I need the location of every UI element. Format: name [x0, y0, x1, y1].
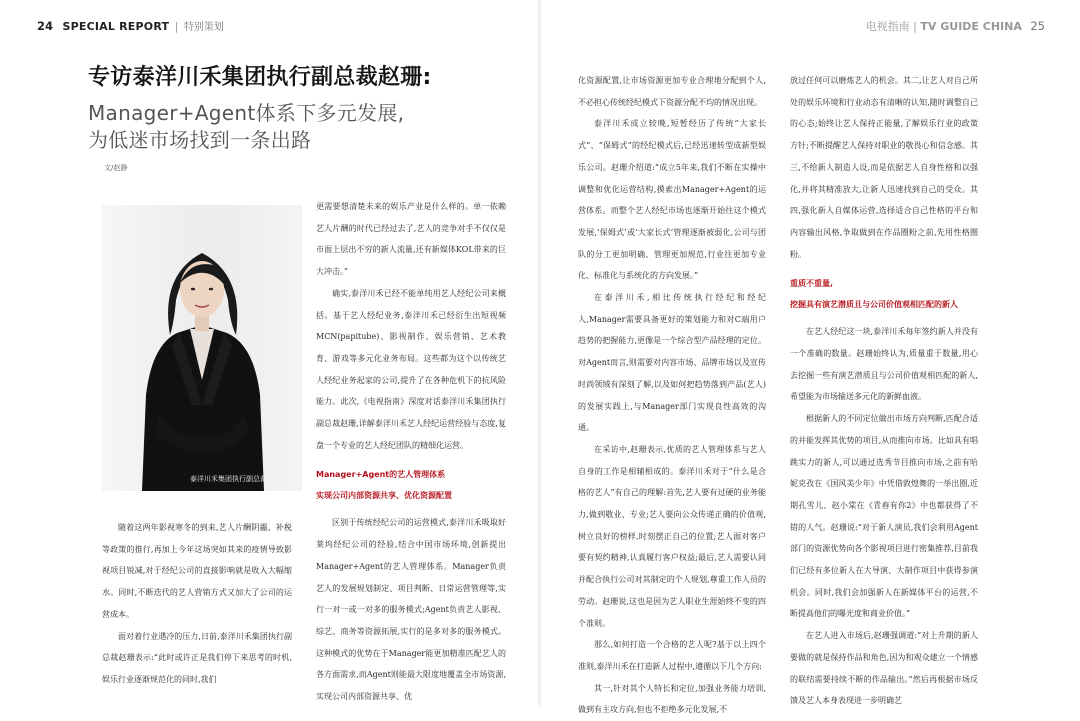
section-subheading: [790, 273, 978, 315]
text-column-4: [790, 70, 978, 712]
center-gutter: [538, 0, 541, 705]
paragraph: 随着这两年影视寒冬的到来,艺人片酬阴霾、补税等政策的推行,再加上今年这场突如其来的疫情导致影视项目锐减,对于经纪公司的直接影响就是收入大幅缩水。同时,不断迭代的艺人营销方式又加大了公司的运营成本。: [102, 523, 292, 619]
brand-en: TV GUIDE CHINA: [920, 20, 1022, 33]
subtitle-line-2: 为低迷市场找到一条出路: [88, 128, 312, 152]
subtitle-line-1: Manager+Agent体系下多元发展,: [88, 101, 405, 125]
section-title-cn: 特别策划: [183, 22, 224, 33]
article-title: 专访泰洋川禾集团执行副总裁赵珊:: [88, 65, 432, 90]
paragraph: 在泰洋川禾,相比传统执行经纪和经纪人,Manager需要具备更好的策划能力和对C端用户趋势的把握能力,更像是一个综合型产品经理的定位。对Agent而言,则需要对内容市场、品牌市场以及宣传时尚领域有深刻了解,以及如何把趋势落到产品(艺人)的发展实践上,与Manager部门实现良性高效的沟通。: [578, 293, 766, 433]
brand-separator: |: [913, 20, 917, 33]
paragraph: 在艺人进入市场后,赵珊强调道:“对上升期的新人要做的就是保持作品和角色,因为和观众建立一个情感的联结需要持续不断的作品输出。”然后再根据市场反馈及艺人本身表现进一步明确艺: [790, 631, 978, 706]
right-page-header: [866, 18, 1045, 34]
paragraph: 根据新人的不同定位做出市场方向判断,匹配合适的并能发挥其优势的项目,从而推向市场。比如具有唱跳实力的新人,可以通过选秀节目推向市场,之前有哈妮克孜在《国风美少年》中凭借敦煌舞的一举出圈,近期孔雪儿、赵小棠在《青春有你2》中也都获得了不错的人气。赵珊说:“对于新人演员,我们会利用Agent部门的资源优势向各个影视项目进行密集推荐,目前我们已经有多位新人在大导演、大制作项目中获得参演机会。同时,我们会加强新人在新媒体平台的运营,不断提高他们的曝光度和商业价值。”: [790, 414, 978, 619]
portrait-photo: [102, 205, 302, 491]
left-page-number: 24: [37, 19, 54, 33]
section-subheading: [316, 464, 506, 506]
subheading-line-2: 实现公司内部资源共享、优化资源配置: [316, 491, 452, 501]
subheading-line-1: Manager+Agent的艺人管理体系: [316, 470, 446, 480]
paragraph: 在采访中,赵珊表示,优质的艺人管理体系与艺人自身的工作是相辅相成的。泰洋川禾对于“什么是合格的艺人”有自己的理解:首先,艺人要有过硬的业务能力,做到敬业、专业;艺人要向公众传递正确的价值观,树立良好的榜样,时刻摆正自己的位置;艺人面对客户要有契约精神,认真履行客户权益;最后,艺人需要认同并配合执行公司对其制定的个人规划,尊重工作人员的劳动。赵珊说,这也是因为艺人职业生涯始终不变的四个准则。: [578, 444, 766, 628]
paragraph: 放过任何可以磨炼艺人的机会。其二,让艺人对自己所处的娱乐环境和行业动态有清晰的认知,随时调整自己的心态;始终让艺人保持正能量,了解娱乐行业的政策方针;不断提醒艺人保持对职业的敬畏心和信念感。其三,不给新人制造人设,而是依据艺人自身性格和以强化,并将其精准放大,让新人迅速找到自己的受众。其四,强化新人自媒体运营,选择适合自己性格的平台和内容输出风格,争取做到在作品圈粉之前,先用性格圈粉。: [790, 76, 978, 259]
paragraph: 化资源配置,让市场资源更加专业合理地分配到个人,不必担心传统经纪模式下资源分配不均的情况出现。: [578, 76, 766, 107]
paragraph: 更需要想清楚未来的娱乐产业是什么样的。单一依赖艺人片酬的时代已经过去了,艺人的竞争对手不仅仅是市面上层出不穷的新人流量,还有新媒体KOL带来的巨大冲击。”: [316, 202, 506, 277]
subheading-line-2: 挖掘具有演艺潜质且与公司价值观相匹配的新人: [790, 300, 958, 310]
paragraph: 面对着行业遇冷的压力,日前,泰洋川禾集团执行副总裁赵珊表示:“此时或许正是我们停下来思考的时机,娱乐行业逐渐规范化的同时,我们: [102, 631, 292, 684]
section-title: SPECIAL REPORT: [62, 20, 170, 33]
section-separator: |: [174, 20, 179, 33]
article-title-block: [88, 62, 518, 154]
text-column-3: [578, 70, 766, 721]
paragraph: 在艺人经纪这一块,泰洋川禾每年签约新人并没有一个准确的数量。赵珊始终认为,质量重于数量,用心去挖掘一些有演艺潜质且与公司价值观相匹配的新人,希望能为市场输送多元化的新鲜血液。: [790, 327, 978, 402]
paragraph: 泰洋川禾成立较晚,短暂经历了传统“大家长式”、“保姆式”的经纪模式后,已经迅速转型成新型娱乐公司。赵珊介绍道:“成立5年来,我们不断在实操中调整和优化运营结构,摸索出Manager+Agent的运营体系。而整个艺人经纪市场也逐渐开始往这个模式发展,‘保姆式’或‘大家长式’管理逐渐被弱化,公司与团队的分工更加明确、管理更加规范,行业往更加专业化、标准化与系统化的方向发展。”: [578, 119, 766, 281]
text-column-2: [316, 196, 506, 708]
brand-cn: 电视指南: [865, 20, 910, 33]
paragraph: 区别于传统经纪公司的运营模式,泰洋川禾吸取好莱坞经纪公司的经验,结合中国市场环境,创新提出Manager+Agent的艺人管理体系。Manager负责艺人的发展规划制定、项目判断、日常运营管理等,实行一对一或一对多的服务模式;Agent负责艺人影视、综艺、商务等资源拓展,实行的是多对多的服务模式。这种模式的优势在于Manager能更加精准匹配艺人的各方面需求,而Agent则能最大限度地覆盖全市场资源,实现公司内部资源共享、优: [316, 518, 506, 702]
paragraph: 其一,针对其个人特长和定位,加强业务能力培训,做到有主攻方向,但也不拒绝多元化发展,不: [578, 683, 766, 715]
subheading-line-1: 重质不重量,: [790, 279, 834, 289]
right-page-number: 25: [1030, 19, 1045, 33]
left-page-header: [37, 18, 224, 33]
article-subtitle: [88, 100, 518, 154]
paragraph: 确实,泰洋川禾已经不能单纯用艺人经纪公司来概括。基于艺人经纪业务,泰洋川禾已经衍生出短视频MCN(papitube)、影视制作、娱乐营销、艺术教育、游戏等多元化业务布局。这些都为这个以传统艺人经纪业务起家的公司,提升了在各种危机下的抗风险能力。此次,《电视指南》深度对话泰洋川禾集团执行副总裁赵珊,详解泰洋川禾艺人经纪运营经验与态度,复盘一个专业的艺人经纪团队的精细化运营。: [316, 288, 506, 450]
photo-caption: 泰洋川禾集团执行副总裁赵珊: [190, 475, 281, 483]
byline: 文/赵静: [104, 164, 128, 172]
paragraph: 那么,如何打造一个合格的艺人呢?基于以上四个准则,泰洋川禾在打造新人过程中,遵循以下几个方向:: [578, 640, 766, 671]
portrait-illustration: [102, 205, 302, 491]
text-column-1: [102, 517, 292, 691]
